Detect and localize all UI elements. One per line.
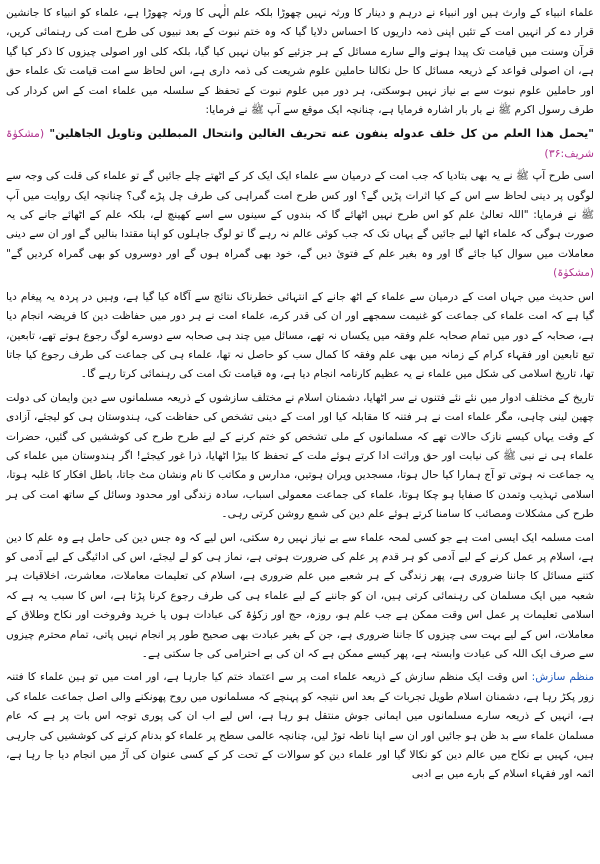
paragraph-text: اسی طرح آپ ﷺ نے یہ بھی بتادیا کہ جب امت کے درمیان سے علماء ایک ایک کر کے اٹھتے چلے جائیں گے تو علماء کی قلت کی وجہ سے لوگوں پر دینی لحاظ سے اس کے کیا اثرات پڑیں گے؟ اور کس طرح امت گمراہی کی طرف چل پڑے گی؟ چنانچہ ایک روایت میں آپ ﷺ نے فرمایا: "اللہ تعالیٰ علم کو اس طرح نہیں اٹھائے گا کہ بندوں کے سینوں سے اسے کھینچ لے، بلکہ علم کے اٹھائے جانے کی یہ صورت ہوگی کہ علماء اٹھا لیے جائیں گے یہاں تک کہ جب کوئی عالم نہ رہے گا تو لوگ جاہلوں کو اپنا مقتدا بنالیں گے اور ان سے دینی معاملات میں سوال کیا جائے گا اور وہ بغیر علم کے فتویٰ دیں گے، خود بھی گمراہ ہوں گے اور دوسروں کو بھی گمراہ کردیں گے"	[6, 170, 594, 260]
hadith-quote	[6, 124, 594, 163]
paragraph-scholars-departure	[6, 167, 594, 283]
paragraph-hadith-commentary: اس حدیث میں جہاں امت کے درمیان سے علماء کے اٹھ جانے کے انتہائی خطرناک نتائج سے آگاہ کیا گیا ہے، وہیں در پردہ یہ پیغام دیا گیا ہے کہ امت علماء کی جماعت کو غنیمت سمجھے اور ان کی قدر کرے، علماء امت نے ہر دور میں حفاظت دین کا فریضہ انجام دیا ہے، صحابہ کے دور میں تمام صحابہ علم وفقہ میں یکساں نہ تھے، مسائل میں چند ہی صحابہ سے دوسرے لوگ رجوع ہوتے تھے، تابعین، تبع تابعین اور فقہاء کرام کے زمانہ میں بھی علم وفقہ کا کمال سب کو حاصل نہ تھا، علماء ہی کی جماعت کی طرف رجوع کیا جاتا تھا، تاریخ اسلامی کی شکل میں علماء نے یہ عظیم کارنامہ انجام دیا ہے، وہ قیامت تک امت کی رہنمائی کرتا رہے گا۔	[6, 290, 594, 381]
paragraph-ummah-needs-ulama: امت مسلمہ ایک ایسی امت ہے جو کسی لمحہ علماء سے بے نیاز نہیں رہ سکتی، اس لیے کہ وہ جس دین کی حامل ہے وہ علم کا دین ہے، اسلام پر عمل کرنے کے لیے آدمی کو ہر قدم پر علم کی ضرورت ہوتی ہے، نماز ہی کو لے لیجئے، اس کی ادائیگی کے لیے آدمی کو کتنے مسائل کا جاننا ضروری ہے، پھر زندگی کے ہر شعبے میں علم ضروری ہے، اسلام کی تعلیمات معاملات، معاشرت، اخلاقیات ہر شعبہ میں ایک مسلمان کی رہنمائی کرتی ہیں، ان کو جاننے کے لیے علماء ہی کی طرف رجوع کرنا پڑتا ہے، اس کا سبب یہ ہے کہ اسلامی تعلیمات پر عمل اس وقت ممکن ہے جب علم ہو، روزہ، حج اور زکوٰۃ کی عبادات ہوں یا خرید وفروخت اور نکاح وطلاق کے معاملات، اس کے لیے بہت سی چیزوں کا جاننا ضروری ہے، جن کے بغیر عبادت بھی صحیح طور پر انجام نہیں پاتی، تمام محترم چیزوں سے صرف ایک اللہ کی عبادت وابستہ ہے، پھر کیسے ممکن ہے کہ ان کی بے احترامی کی جا سکتی ہے۔	[6, 531, 594, 660]
hadith-arabic-text: "یحمل هذا العلم من كل خلف عدوله ینفون عنه تحریف الغالین وانتحال المبطلین وتاویل الجاهلین"	[49, 127, 594, 141]
section-heading-conspiracy: منظم سازش:	[531, 671, 594, 684]
paragraph-history-of-fitnas: تاریخ کے مختلف ادوار میں نئے نئے فتنوں نے سر اٹھایا، دشمنان اسلام نے مختلف سازشوں کے ذریعہ مسلمانوں سے دین وایمان کی دولت چھین لینی چاہی، مگر علماء امت نے ہر فتنہ کا مقابلہ کیا اور امت کے دینی تشخص کی حفاظت کی، ہندوستان ہی کو لیجئے، آزادی کے وقت یہاں کیسے نازک حالات تھے کہ مسلمانوں کے ملی تشخص کو ختم کرنے کے لیے طرح طرح کی کوششیں کی گئیں، حضرات علماء ہی نے نبی ﷺ کی نیابت اور حق وراثت ادا کرتے ہوئے ملت کے تحفظ کا بیڑا اٹھایا، ذرا غور کیجئے! اگر ہندوستان میں علماء کی یہ جماعت نہ ہوتی تو آج ہمارا کیا حال ہوتا، مسجدیں ویران ہوتیں، مدارس و مکاتب کا نام ونشان مٹ جاتا، باطل افکار کا غلبہ ہوتا، اسلامی تہذیب وتمدن کا صفایا ہو چکا ہوتا، علماء کی جماعت معمولی اسباب، سادہ زندگی اور محدود وسائل کے ساتھ امت کی ہر طرح کی مشکلات ومصائب کا سامنا کرتے ہوئے علم دین کی شمع روشن کرتی رہی۔	[6, 391, 594, 521]
paragraph-text: اس وقت ایک منظم سازش کے ذریعہ علماء امت پر سے اعتماد ختم کیا جارہا ہے، اور امت میں تو ہین علماء کا فتنہ زور پکڑ رہا ہے، دشمنان اسلام طویل تجربات کے بعد اس نتیجہ کو پہنچے کہ مسلمانوں میں روح پھونکنے والی اصل جماعت علماء کی ہے، انہیں کے ذریعہ سارے مسلمانوں میں ایمانی جوش منتقل ہو رہا ہے، اس لیے اب ان کی پوری توجہ اس بات پر ہے کہ عام مسلمان علماء سے بد ظن ہو جائیں اور ان سے اپنا ناطہ توڑ لیں، چنانچہ عالمی سطح پر علماء کو بدنام کرنے کی کوششیں کی جارہی ہیں، کہیں بے نکاح میں عالم دین کو نکالا گیا اور علماء دین کو سوالات کے تحت کر کے کسی عنوان کی آڑ میں انجام دیا جا رہا ہے، ائمہ اور فقہاء اسلام کے بارے میں بے ادبی	[6, 671, 594, 781]
hadith-reference: (مشکوٰۃ شریف:۳۶)	[6, 127, 594, 160]
mishkat-reference: (مشکوٰۃ)	[553, 267, 594, 280]
paragraph-heirs-of-prophets: علماء انبیاء کے وارث ہیں اور انبیاء نے درہم و دینار کا ورثہ نہیں چھوڑا بلکہ علم الٰہی کا ورثہ چھوڑا ہے، علماء کو انبیاء کا جانشین قرار دے کر انہیں امت کے تئیں اپنی ذمہ داریوں کا احساس دلایا گیا کہ وہ ختم نبوت کے بعد نبیوں کی طرح امت کی رہنمائی کریں، قرآن وسنت میں قیامت تک پیدا ہونے والے سارے مسائل کے ہر جزئیے کو بیان نہیں کیا گیا، بلکہ کلی اور اصولی چیزوں کا ذکر کیا گیا ہے، ان اصولی قواعد کے ذریعہ مسائل کا حل نکالنا حاملین علوم شریعت کی ذمہ داری ہے، اس لحاظ سے امت قیامت تک علماء حق اور حاملین علوم نبوت سے بے نیاز نہیں ہوسکتی، ہر دور میں علوم نبوت کے تحفظ کے سلسلہ میں علماء امت کے اس کردار کی طرف رسول اکرم ﷺ نے بار بار اشارہ فرمایا ہے، چنانچہ ایک موقع سے آپ ﷺ نے فرمایا:	[6, 7, 594, 117]
paragraph-organized-conspiracy	[6, 668, 594, 784]
